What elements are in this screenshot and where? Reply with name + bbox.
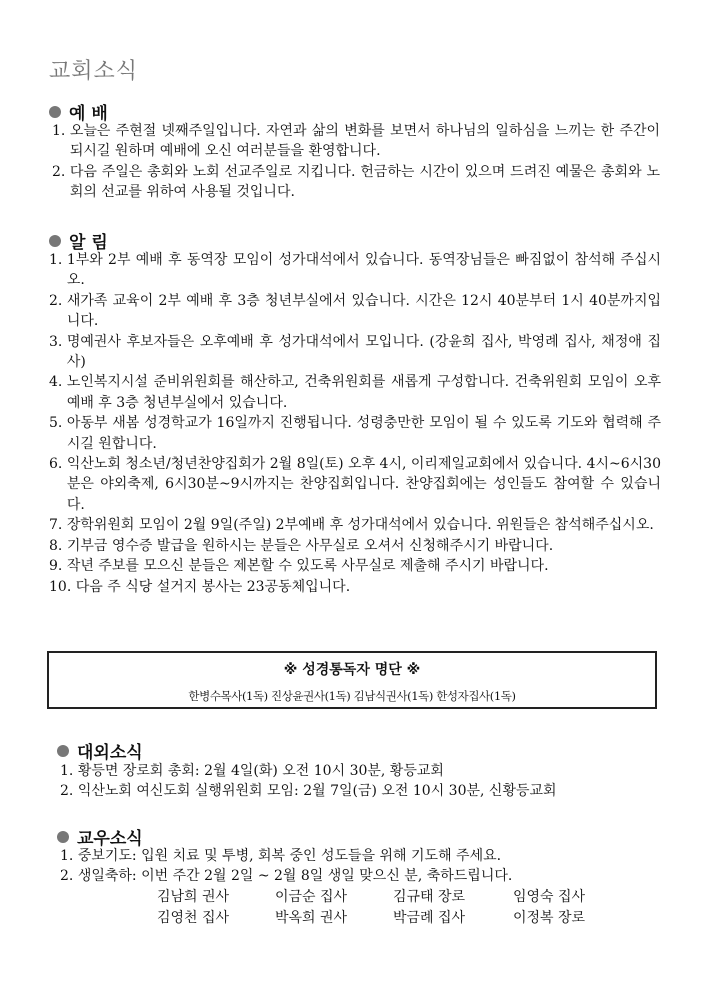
- birthday-name: 김남희 권사: [157, 889, 230, 905]
- list-item: 2. 생일축하: 이번 주간 2월 2일 ~ 2월 8일 생일 맞으신 분, 축하드립니다.: [60, 868, 513, 885]
- birthday-list: [157, 887, 623, 929]
- birthday-name: 이정복 장로: [513, 910, 586, 926]
- list-item: 2. 익산노회 여신도회 실행위원회 모임: 2월 7일(금) 오전 10시 30분, 신황등교회: [60, 783, 557, 800]
- list-item: 3. 명예권사 후보자들은 오후예배 후 성가대석에서 모입니다. (강윤희 집사, 박영례 집사, 채정애 집사): [49, 333, 661, 371]
- bullet-icon: [49, 235, 61, 247]
- birthday-name: 박옥희 권사: [275, 910, 348, 926]
- birthday-name: 김영천 집사: [157, 910, 230, 926]
- list-item: 1. 중보기도: 입원 치료 및 투병, 회복 중인 성도들을 위해 기도해 주세요.: [60, 848, 502, 864]
- external-heading: [57, 738, 143, 763]
- birthday-name: 김규태 장로: [393, 889, 466, 905]
- bible-readers-box: [47, 651, 657, 709]
- bible-readers-names: 한병수목사(1독) 진상윤권사(1독) 김남식권사(1독) 한성자집사(1독): [188, 689, 516, 703]
- members-heading-label: 교우소식: [77, 829, 143, 849]
- list-item: 10. 다음 주 식당 설거지 봉사는 23공동체입니다.: [49, 578, 351, 595]
- members-list: [60, 846, 660, 887]
- notices-heading-label: 알 림: [69, 233, 108, 253]
- bible-readers-title: ※ 성경통독자 명단 ※: [283, 662, 421, 678]
- list-item: 7. 장학위원회 모임이 2월 9일(주일) 2부예배 후 성가대석에서 있습니다. 위원들은 참석해주십시오.: [49, 517, 654, 534]
- list-item: 9. 작년 주보를 모으신 분들은 제본할 수 있도록 사무실로 제출해 주시기 바랍니다.: [49, 558, 549, 575]
- worship-heading-label: 예 배: [69, 104, 108, 124]
- list-item: 2. 새가족 교육이 2부 예배 후 3층 청년부실에서 있습니다. 시간은 12시 40분부터 1시 40분까지입니다.: [49, 292, 661, 330]
- list-item: 5. 아동부 새봄 성경학교가 16일까지 진행됩니다. 성령충만한 모임이 될 수 있도록 기도와 협력해 주시길 원합니다.: [49, 415, 661, 452]
- list-item: 2. 다음 주일은 총회와 노회 선교주일로 지킵니다. 헌금하는 시간이 있으며 드려진 예물은 총회와 노회의 선교를 위하여 사용될 것입니다.: [52, 163, 660, 201]
- list-item: 6. 익산노회 청소년/청년찬양집회가 2월 8일(토) 오후 4시, 이리제일교회에서 있습니다. 4시~6시30분은 야외축제, 6시30분~9시까지는 찬양집회입니다. 찬양집회에는 성인들도 참여할 수 있습니다.: [49, 456, 661, 513]
- bullet-icon: [57, 745, 69, 757]
- list-item: 1. 오늘은 주현절 넷째주일입니다. 자연과 삶의 변화를 보면서 하나님의 일하심을 느끼는 한 주간이 되시길 원하며 예배에 오신 여러분들을 환영합니다.: [52, 123, 660, 160]
- page-title: 교회소식: [49, 59, 139, 84]
- worship-list: [52, 121, 660, 203]
- birthday-name: 이금순 집사: [275, 889, 348, 905]
- external-heading-label: 대외소식: [77, 743, 143, 763]
- birthday-name: 임영숙 집사: [513, 889, 586, 905]
- notices-list: [49, 250, 661, 597]
- bullet-icon: [57, 831, 69, 843]
- list-item: 1. 1부와 2부 예배 후 동역장 모임이 성가대석에서 있습니다. 동역장님들은 빠짐없이 참석해 주십시오.: [49, 252, 661, 289]
- list-item: 8. 기부금 영수증 발급을 원하시는 분들은 사무실로 오셔서 신청해주시기 바랍니다.: [49, 537, 554, 554]
- birthday-name: 박금례 집사: [393, 910, 466, 926]
- list-item: 4. 노인복지시설 준비위원회를 해산하고, 건축위원회를 새롭게 구성합니다. 건축위원회 모임이 오후예배 후 3층 청년부실에서 있습니다.: [49, 374, 661, 411]
- bullet-icon: [49, 106, 61, 118]
- external-list: [60, 761, 660, 802]
- list-item: 1. 황등면 장로회 총회: 2월 4일(화) 오전 10시 30분, 황등교회: [60, 763, 444, 779]
